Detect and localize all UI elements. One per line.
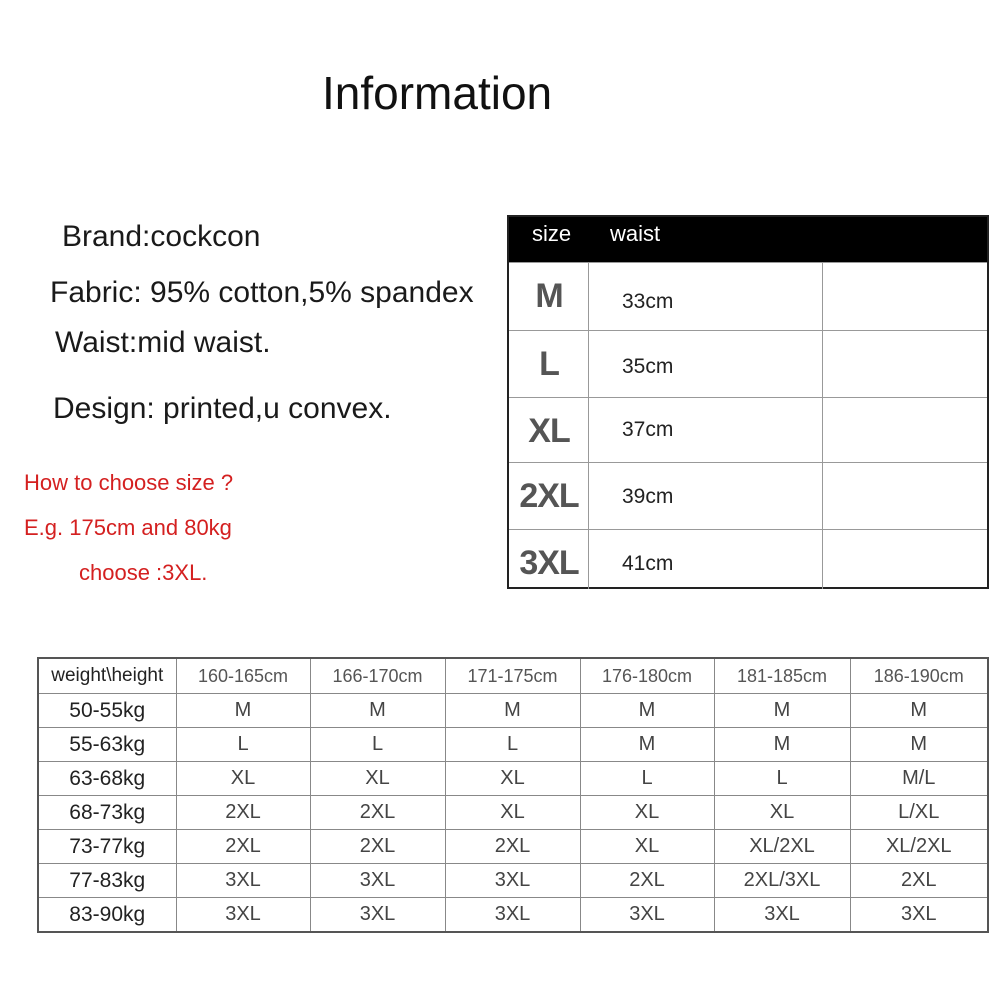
size-recommendation-table: [37, 657, 989, 933]
waist-value: 35cm: [622, 355, 674, 378]
table-row: [38, 728, 988, 762]
size-cell: XL: [445, 762, 580, 796]
size-tip-example: E.g. 175cm and 80kg: [24, 515, 232, 540]
size-label: M: [535, 277, 563, 315]
waist-text: Waist:mid waist.: [55, 326, 271, 359]
waist-size-table: [507, 215, 989, 589]
size-cell: L: [714, 762, 850, 796]
size-cell: M: [580, 694, 714, 728]
size-cell: 2XL: [580, 864, 714, 898]
size-cell: M: [850, 728, 988, 762]
size-tip-question: How to choose size ?: [24, 470, 234, 495]
size-cell: M: [445, 694, 580, 728]
size-cell: 3XL: [445, 898, 580, 933]
size-cell: 2XL: [176, 796, 310, 830]
weight-header: 83-90kg: [38, 898, 176, 933]
size-cell: M: [714, 694, 850, 728]
page-title: Information: [322, 67, 553, 119]
height-header: 160-165cm: [176, 658, 310, 694]
weight-header: 50-55kg: [38, 694, 176, 728]
table-row: [38, 694, 988, 728]
size-cell: M: [310, 694, 445, 728]
waist-value: 41cm: [622, 552, 674, 575]
weight-header: 77-83kg: [38, 864, 176, 898]
weight-header: 73-77kg: [38, 830, 176, 864]
size-label: 3XL: [519, 544, 579, 582]
size-cell: 3XL: [176, 898, 310, 933]
size-cell: 2XL: [445, 830, 580, 864]
table-row: [38, 864, 988, 898]
size-cell: 3XL: [310, 898, 445, 933]
size-cell: 3XL: [850, 898, 988, 933]
size-cell: L: [445, 728, 580, 762]
size-cell: M: [176, 694, 310, 728]
size-label: 2XL: [519, 477, 579, 515]
size-cell: XL: [714, 796, 850, 830]
height-header: 171-175cm: [445, 658, 580, 694]
size-cell: L/XL: [850, 796, 988, 830]
size-cell: 2XL: [310, 830, 445, 864]
size-cell: L: [580, 762, 714, 796]
size-cell: 2XL: [310, 796, 445, 830]
size-cell: XL/2XL: [850, 830, 988, 864]
size-cell: 2XL: [176, 830, 310, 864]
waist-value: 33cm: [622, 290, 674, 313]
table-row: [38, 762, 988, 796]
fabric-text: Fabric: 95% cotton,5% spandex: [50, 276, 474, 309]
size-label: XL: [528, 412, 570, 450]
size-row: [509, 529, 987, 589]
waist-value: 37cm: [622, 418, 674, 441]
size-cell: 3XL: [580, 898, 714, 933]
size-cell: 3XL: [714, 898, 850, 933]
size-label: L: [539, 345, 559, 383]
waist-column-header: waist: [610, 221, 661, 246]
size-cell: XL: [310, 762, 445, 796]
size-cell: 3XL: [445, 864, 580, 898]
height-header: 186-190cm: [850, 658, 988, 694]
size-cell: 3XL: [176, 864, 310, 898]
size-row: [509, 262, 987, 330]
size-cell: M: [850, 694, 988, 728]
table-row: [38, 796, 988, 830]
size-row: [509, 330, 987, 397]
weight-header: 55-63kg: [38, 728, 176, 762]
table-row: [38, 830, 988, 864]
size-cell: XL: [176, 762, 310, 796]
size-cell: L: [310, 728, 445, 762]
weight-header: 63-68kg: [38, 762, 176, 796]
height-header: 176-180cm: [580, 658, 714, 694]
size-cell: 3XL: [310, 864, 445, 898]
size-cell: L: [176, 728, 310, 762]
size-cell: 2XL: [850, 864, 988, 898]
size-tip-answer: choose :3XL.: [79, 560, 208, 585]
weight-height-corner: weight\height: [38, 658, 176, 694]
size-cell: XL: [445, 796, 580, 830]
weight-header: 68-73kg: [38, 796, 176, 830]
brand-text: Brand:cockcon: [62, 220, 261, 253]
height-header: 181-185cm: [714, 658, 850, 694]
height-header: 166-170cm: [310, 658, 445, 694]
size-cell: M/L: [850, 762, 988, 796]
size-cell: XL: [580, 830, 714, 864]
size-row: [509, 462, 987, 529]
size-cell: XL/2XL: [714, 830, 850, 864]
design-text: Design: printed,u convex.: [53, 392, 392, 425]
size-row: [509, 397, 987, 462]
waist-table-header: [509, 217, 987, 262]
size-column-header: size: [532, 221, 572, 246]
table-header-row: [38, 658, 988, 694]
size-cell: XL: [580, 796, 714, 830]
table-row: [38, 898, 988, 933]
size-cell: M: [714, 728, 850, 762]
waist-value: 39cm: [622, 485, 674, 508]
size-cell: M: [580, 728, 714, 762]
size-cell: 2XL/3XL: [714, 864, 850, 898]
